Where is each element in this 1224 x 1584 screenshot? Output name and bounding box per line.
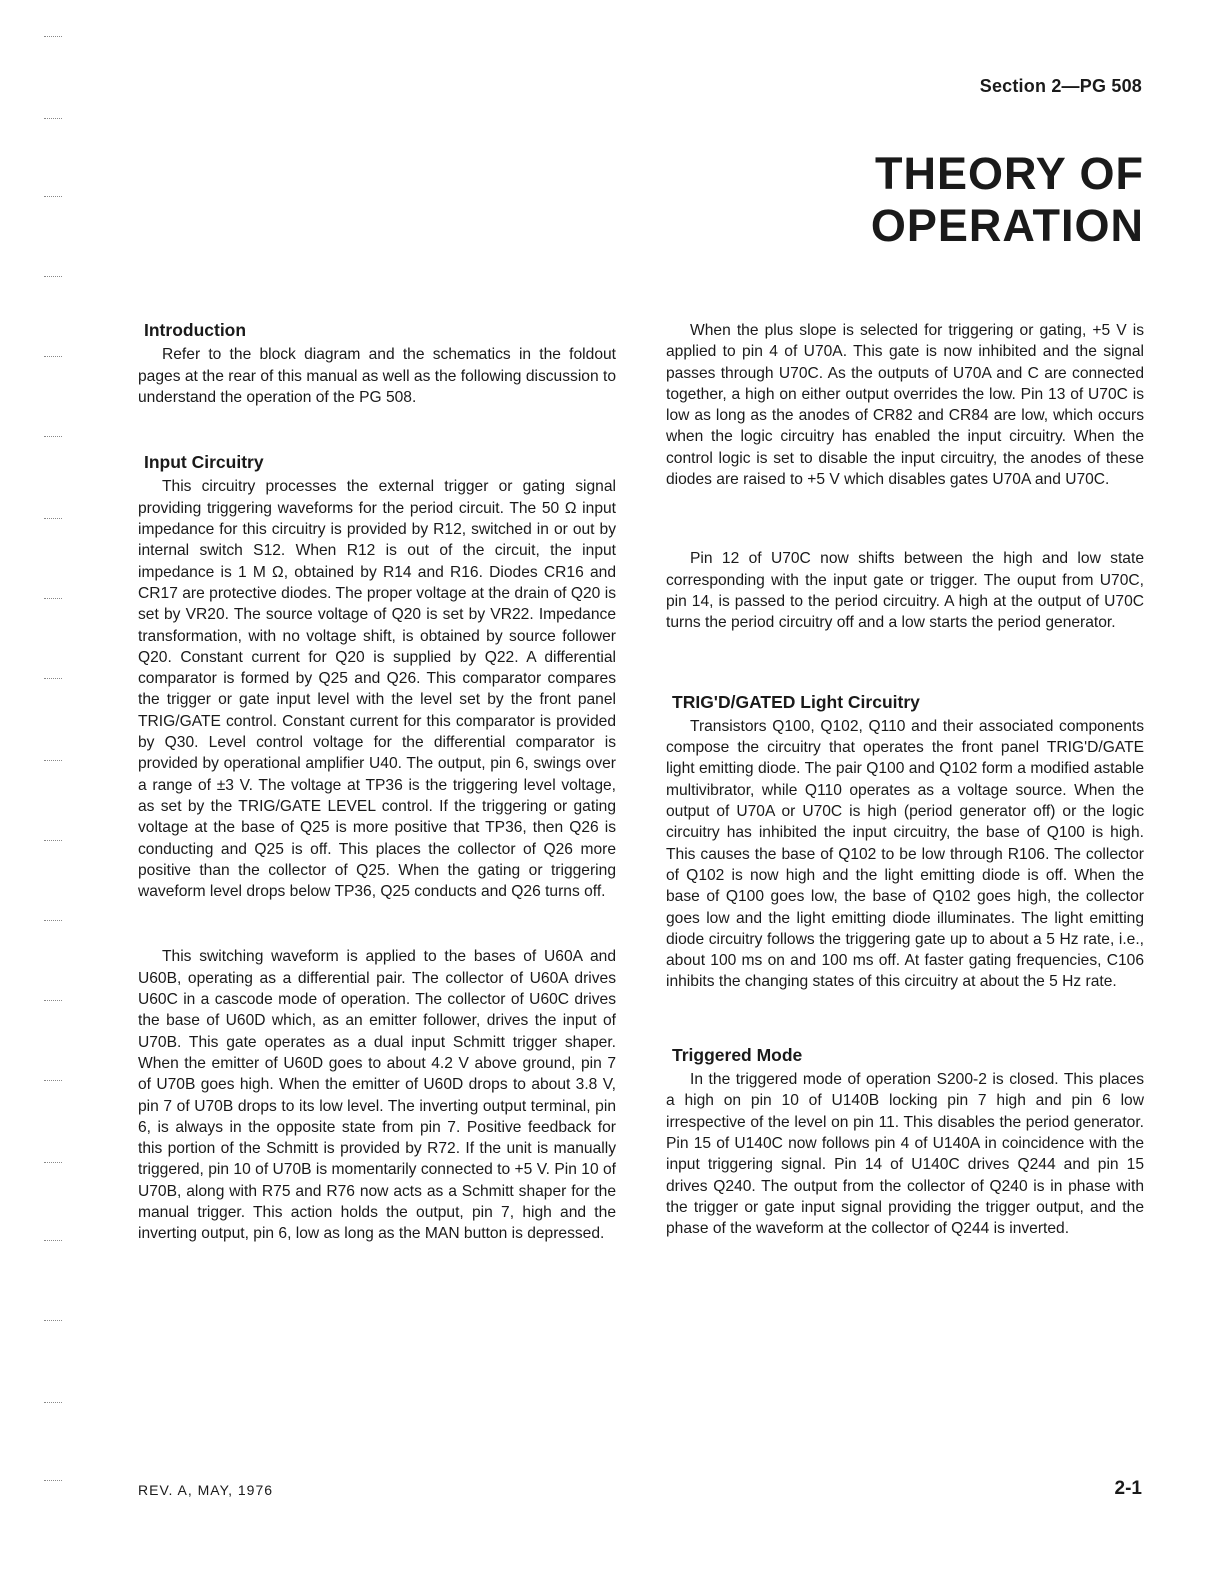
binding-margin-marks — [40, 30, 70, 1500]
page-number: 2-1 — [1114, 1478, 1142, 1499]
introduction-paragraph: Refer to the block diagram and the schematics in the foldout pages at the rear of this manual as well as the following discussion to understand the operation of the PG 508. — [138, 346, 616, 406]
input-circuitry-paragraph-1: This circuitry processes the external trigger or gating signal providing triggering waveforms for the period circuit. The 50 Ω input impedance for this circuitry is provided by R12, switched in or out by internal switch S12. When R12 is out of the circuit, the input impedance is 1 M Ω, obtained by R14 and R16. Diodes CR16 and CR17 are protective diodes. The proper voltage at the drain of Q20 is set by VR20. The source voltage of Q20 is set by VR22. Impedance transformation, with no voltage shift, is obtained by source follower Q20. Constant current for Q20 is supplied by Q22. A differential comparator is formed by Q25 and Q26. This comparator compares the trigger or gate input level with the level set by the front panel TRIG/GATE control. Constant current for this comparator is provided by Q30. Level control voltage for the differential comparator is provided by operational amplifier U40. The output, pin 6, swings over a range of ±3 V. The voltage at TP36 is the triggering level voltage, as set by the TRIG/GATE LEVEL control. If the triggering or gating voltage at the base of Q25 is more positive that TP36, then Q26 is conducting and Q25 is off. This places the collector of Q26 more positive than the collector of Q25. When the gating or triggering waveform level drops below TP36, Q25 conducts and Q26 turns off. — [138, 478, 616, 901]
title-line-1: THEORY OF — [874, 148, 1144, 199]
introduction-heading: Introduction — [144, 320, 247, 340]
triggered-mode-heading: Triggered Mode — [672, 1044, 803, 1065]
section-label: Section 2—PG 508 — [979, 76, 1142, 96]
trig-light-heading: TRIG'D/GATED Light Circuitry — [672, 691, 920, 712]
left-column — [138, 320, 616, 1245]
revision-note: REV. A, MAY, 1976 — [138, 1482, 274, 1498]
right-column — [666, 320, 1144, 1239]
page-title — [724, 148, 1144, 252]
title-line-2: OPERATION — [870, 200, 1144, 251]
input-circuitry-paragraph-2: This switching waveform is applied to the bases of U60A and U60B, operating as a differential pair. The collector of U60A drives U60C in a cascode mode of operation. The collector of U60C drives the base of U60D which, as an emitter follower, drives the input of U70B. This gate operates as a dual input Schmitt trigger shaper. When the emitter of U60D goes to about 4.2 V above ground, pin 7 of U70B goes high. When the emitter of U60D drops to about 3.8 V, pin 7 of U70B drops to its low level. The inverting output terminal, pin 6, is always in the opposite state from pin 7. Positive feedback for this portion of the Schmitt is provided by R72. If the unit is manually triggered, pin 10 of U70B is momentarily connected to +5 V. Pin 10 of U70B, along with R75 and R76 now acts as a Schmitt shaper for the manual trigger. This action holds the output, pin 7, high and the inverting output, pin 6, low as long as the MAN button is depressed. — [138, 948, 616, 1243]
pin12-paragraph: Pin 12 of U70C now shifts between the high and low state corresponding with the input gate or trigger. The ouput from U70C, pin 14, is passed to the period circuitry. A high at the output of U70C turns the period circuitry off and a low starts the period generator. — [666, 550, 1144, 632]
input-circuitry-heading: Input Circuitry — [144, 452, 264, 473]
trig-light-paragraph: Transistors Q100, Q102, Q110 and their associated components compose the circuitry that operates the front panel TRIG'D/GATE light emitting diode. The pair Q100 and Q102 form a modified astable multivibrator, while Q110 operates as a voltage source. When the output of U70A or U70C is high (period generator off) or the logic circuitry has inhibited the input circuitry, the base of Q100 is high. This causes the base of Q102 to be low through R106. The collector of Q102 is now high and the light emitting diode is off. When the base of Q100 goes low, the base of Q102 goes high, the collector goes low and the light emitting diode illuminates. The light emitting diode circuitry follows the triggering gate up to about a 5 Hz rate, i.e., about 100 ms on and 100 ms off. At faster gating frequencies, C106 inhibits the changing states of this circuitry at about the 5 Hz rate. — [666, 717, 1144, 991]
triggered-mode-paragraph: In the triggered mode of operation S200-2 is closed. This places a high on pin 10 of U140B locking pin 7 high and pin 6 low irrespective of the level on pin 11. This disables the period generator. Pin 15 of U140C now follows pin 4 of U140A in coincidence with the input triggering signal. Pin 14 of U140C drives Q244 and pin 15 drives Q240. The output from the collector of Q240 is in phase with the trigger or gate input signal providing the trigger output, and the phase of the waveform at the collector of Q244 is inverted. — [666, 1071, 1144, 1238]
slope-paragraph: When the plus slope is selected for triggering or gating, +5 V is applied to pin 4 of U70A. This gate is now inhibited and the signal passes through U70C. As the outputs of U70A and C are connected together, a high on either output overrides the low. Pin 13 of U70C is low as long as the anodes of CR82 and CR84 are low, which occurs when the logic circuitry has enabled the input circuitry. When the control logic is set to disable the input circuitry, the anodes of these diodes are raised to +5 V which disables gates U70A and U70C. — [666, 322, 1144, 489]
